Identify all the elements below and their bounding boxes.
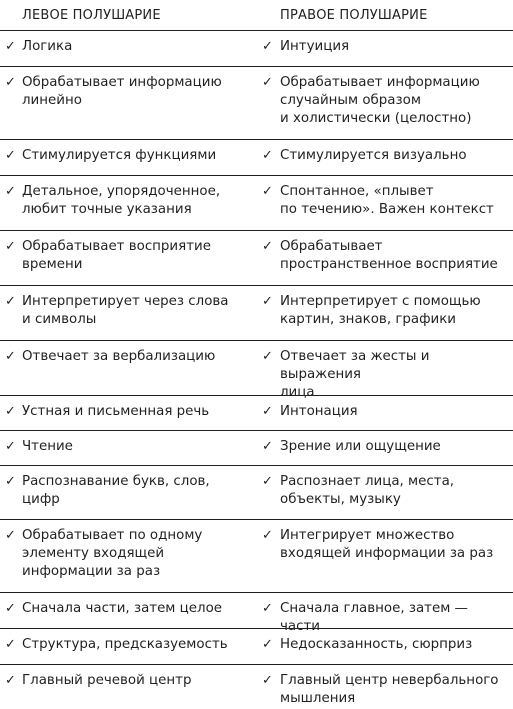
table-row xyxy=(0,593,513,634)
left-hemisphere-text: Чтение xyxy=(22,439,73,454)
right-hemisphere-cell xyxy=(256,140,513,175)
right-hemisphere-cell xyxy=(256,593,513,634)
table-row xyxy=(0,431,513,466)
checkmark-icon: ✓ xyxy=(5,404,16,419)
left-hemisphere-cell xyxy=(0,231,256,285)
table-row xyxy=(0,140,513,176)
checkmark-icon: ✓ xyxy=(262,528,273,543)
left-hemisphere-text: Отвечает за вербализацию xyxy=(22,349,216,364)
right-hemisphere-cell xyxy=(256,341,513,400)
table-row xyxy=(0,466,513,520)
checkmark-icon: ✓ xyxy=(5,673,16,688)
right-hemisphere-cell xyxy=(256,466,513,519)
checkmark-icon: ✓ xyxy=(5,601,16,616)
table-row xyxy=(0,629,513,665)
right-hemisphere-cell xyxy=(256,286,513,340)
checkmark-icon: ✓ xyxy=(5,294,16,309)
left-hemisphere-cell xyxy=(0,593,256,628)
left-hemisphere-text: Структура, предсказуемость xyxy=(22,637,228,652)
checkmark-icon: ✓ xyxy=(262,673,273,688)
checkmark-icon: ✓ xyxy=(262,294,273,309)
right-hemisphere-cell xyxy=(256,231,513,285)
left-hemisphere-cell xyxy=(0,396,256,430)
table-row xyxy=(0,231,513,286)
right-hemisphere-cell xyxy=(256,665,513,709)
right-hemisphere-text: Недосказанность, сюрприз xyxy=(280,637,473,652)
left-hemisphere-text: Стимулируется функциями xyxy=(22,148,217,163)
left-hemisphere-cell xyxy=(0,431,256,465)
table-row xyxy=(0,67,513,140)
table-row xyxy=(0,520,513,593)
right-hemisphere-cell xyxy=(256,629,513,664)
left-hemisphere-cell xyxy=(0,466,256,519)
checkmark-icon: ✓ xyxy=(262,637,273,652)
checkmark-icon: ✓ xyxy=(262,474,273,489)
checkmark-icon: ✓ xyxy=(5,439,16,454)
left-hemisphere-cell xyxy=(0,31,256,66)
right-hemisphere-text: Обрабатывает пространственное восприятие xyxy=(280,239,498,272)
right-hemisphere-text: Главный центр невербального мышления xyxy=(280,673,499,706)
right-hemisphere-cell xyxy=(256,67,513,139)
right-hemisphere-cell xyxy=(256,520,513,592)
left-hemisphere-cell xyxy=(0,665,256,709)
right-hemisphere-cell xyxy=(256,396,513,430)
left-hemisphere-cell xyxy=(0,520,256,592)
checkmark-icon: ✓ xyxy=(262,39,273,54)
checkmark-icon: ✓ xyxy=(5,474,16,489)
table-row xyxy=(0,341,513,400)
left-hemisphere-text: Распознавание букв, слов, цифр xyxy=(22,474,210,507)
right-hemisphere-text: Сначала главное, затем — части xyxy=(280,601,468,634)
table-body xyxy=(0,31,513,709)
left-hemisphere-text: Устная и письменная речь xyxy=(22,404,210,419)
left-hemisphere-cell xyxy=(0,286,256,340)
right-hemisphere-text: Интуиция xyxy=(280,39,350,54)
checkmark-icon: ✓ xyxy=(5,637,16,652)
table-row xyxy=(0,665,513,709)
right-hemisphere-text: Зрение или ощущение xyxy=(280,439,441,454)
left-hemisphere-cell xyxy=(0,341,256,395)
left-hemisphere-text: Главный речевой центр xyxy=(22,673,192,688)
right-hemisphere-text: Отвечает за жесты и выражения лица xyxy=(280,349,430,400)
left-hemisphere-cell xyxy=(0,629,256,664)
table-row xyxy=(0,31,513,67)
left-hemisphere-text: Обрабатывает информацию линейно xyxy=(22,75,222,108)
right-hemisphere-text: Распознает лица, места, объекты, музыку xyxy=(280,474,455,507)
left-hemisphere-cell xyxy=(0,140,256,175)
header-left-hemisphere: ЛЕВОЕ ПОЛУШАРИЕ xyxy=(22,8,161,23)
table-row xyxy=(0,286,513,341)
checkmark-icon: ✓ xyxy=(5,148,16,163)
checkmark-icon: ✓ xyxy=(5,349,16,364)
left-hemisphere-text: Интерпретирует через слова и символы xyxy=(22,294,229,327)
table-header xyxy=(0,0,513,31)
right-hemisphere-cell xyxy=(256,31,513,66)
checkmark-icon: ✓ xyxy=(262,75,273,90)
checkmark-icon: ✓ xyxy=(262,439,273,454)
right-hemisphere-text: Интонация xyxy=(280,404,358,419)
right-hemisphere-text: Интегрирует множество входящей информации за раз xyxy=(280,528,494,561)
checkmark-icon: ✓ xyxy=(5,239,16,254)
checkmark-icon: ✓ xyxy=(5,528,16,543)
right-hemisphere-text: Спонтанное, «плывет по течению». Важен контекст xyxy=(280,184,494,217)
left-hemisphere-cell xyxy=(0,176,256,230)
checkmark-icon: ✓ xyxy=(262,404,273,419)
right-hemisphere-text: Стимулируется визуально xyxy=(280,148,467,163)
right-hemisphere-cell xyxy=(256,176,513,230)
table-row xyxy=(0,396,513,431)
checkmark-icon: ✓ xyxy=(5,75,16,90)
checkmark-icon: ✓ xyxy=(262,239,273,254)
header-right-hemisphere: ПРАВОЕ ПОЛУШАРИЕ xyxy=(280,8,428,23)
left-hemisphere-text: Обрабатывает восприятие времени xyxy=(22,239,211,272)
checkmark-icon: ✓ xyxy=(262,349,273,364)
left-hemisphere-text: Обрабатывает по одному элементу входящей информации за раз xyxy=(22,528,203,579)
right-hemisphere-cell xyxy=(256,431,513,465)
checkmark-icon: ✓ xyxy=(262,148,273,163)
checkmark-icon: ✓ xyxy=(262,601,273,616)
left-hemisphere-text: Логика xyxy=(22,39,73,54)
left-hemisphere-text: Сначала части, затем целое xyxy=(22,601,223,616)
checkmark-icon: ✓ xyxy=(262,184,273,199)
checkmark-icon: ✓ xyxy=(5,39,16,54)
checkmark-icon: ✓ xyxy=(5,184,16,199)
left-hemisphere-cell xyxy=(0,67,256,139)
right-hemisphere-text: Интерпретирует с помощью картин, знаков, графики xyxy=(280,294,481,327)
right-hemisphere-text: Обрабатывает информацию случайным образом и холистически (целостно) xyxy=(280,75,480,126)
table-row xyxy=(0,176,513,231)
left-hemisphere-text: Детальное, упорядоченное, любит точные указания xyxy=(22,184,221,217)
